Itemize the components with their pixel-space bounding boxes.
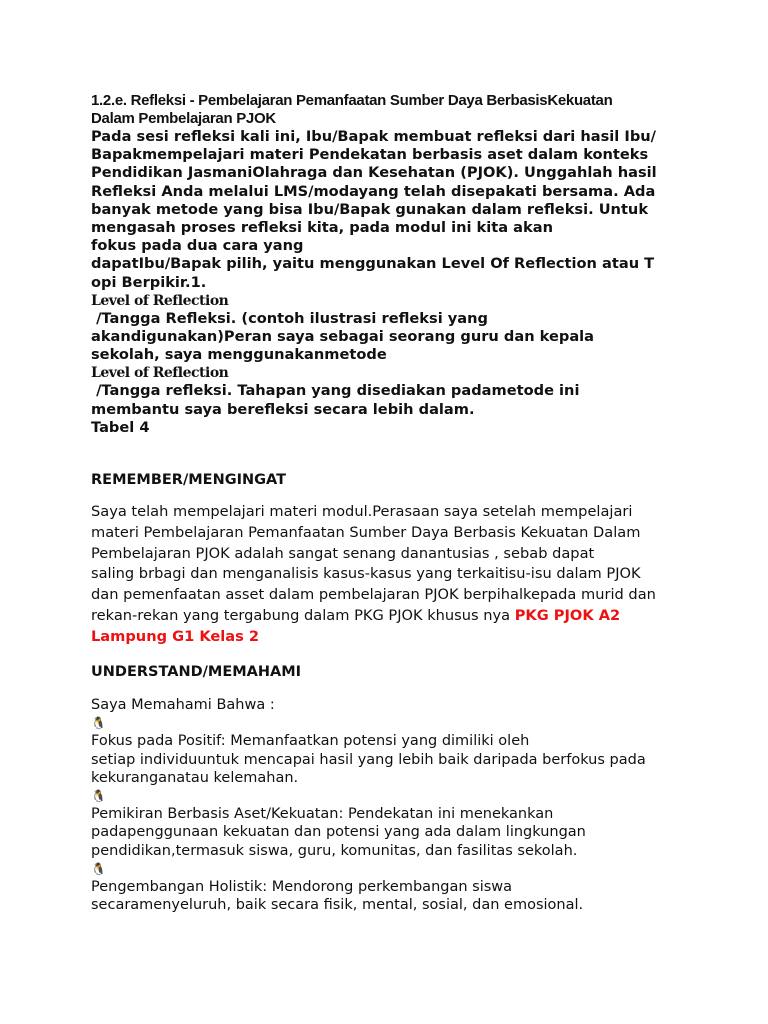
point-line: kekuranganatau kelemahan. [91, 769, 299, 786]
point-line: Fokus pada Positif: Memanfaatkan potensi yang dimiliki oleh [91, 733, 530, 750]
remember-line: Pembelajaran PJOK adalah sangat senang danantusias , sebab dapat [91, 544, 595, 562]
reflection-line: /Tangga Refleksi. (contoh ilustrasi refleksi yang [91, 309, 488, 327]
remember-heading: REMEMBER/MENGINGAT [91, 472, 287, 488]
reflection-line: membantu saya berefleksi secara lebih dalam. [91, 400, 475, 418]
point-line: padapenggunaan kekuatan dan potensi yang ada dalam lingkungan [91, 824, 586, 841]
title-line: Dalam Pembelajaran PJOK [91, 110, 276, 127]
remember-line: saling brbagi dan menganalisis kasus-kasus yang terkaitisu-isu dalam PJOK [91, 565, 641, 583]
point-line: setiap individuuntuk mencapai hasil yang lebih baik daripada berfokus pada [91, 751, 646, 768]
point-line: pendidikan,termasuk siswa, guru, komunitas, dan fasilitas sekolah. [91, 842, 578, 859]
group-highlight: Lampung G1 Kelas 2 [91, 627, 260, 645]
page-title [91, 92, 681, 128]
point-line: secaramenyeluruh, baik secara fisik, mental, sosial, dan emosional. [91, 897, 584, 914]
intro-line: dapatIbu/Bapak pilih, yaitu menggunakan Level Of Reflection atau T [91, 255, 655, 273]
intro-line: opi Berpikir.1. [91, 273, 207, 291]
point-line: Pengembangan Holistik: Mendorong perkembangan siswa [91, 879, 513, 896]
title-line: 1.2.e. Refleksi - Pembelajaran Pemanfaatan Sumber Daya BerbasisKekuatan [91, 92, 613, 109]
remember-last-text: rekan-rekan yang tergabung dalam PKG PJOK khusus nya [91, 606, 515, 624]
intro-line: Pada sesi refleksi kali ini, Ibu/Bapak membuat refleksi dari hasil Ibu/ [91, 128, 656, 145]
reflection-line: /Tangga refleksi. Tahapan yang disediakan padametode ini [91, 382, 580, 400]
understand-list [91, 696, 691, 914]
group-highlight: PKG PJOK A2 [514, 606, 621, 624]
remember-line: Saya telah mempelajari materi modul.Perasaan saya setelah mempelajari [91, 503, 633, 520]
understand-lead: Saya Memahami Bahwa : [91, 697, 275, 713]
remember-paragraph [91, 502, 691, 648]
remember-line: materi Pembelajaran Pemanfaatan Sumber Daya Berbasis Kekuatan Dalam [91, 523, 641, 541]
intro-line: Bapakmempelajari materi Pendekatan berbasis aset dalam konteks [91, 146, 649, 164]
penguin-icon: 🐧 [91, 789, 106, 804]
remember-line: dan pemenfaatan asset dalam pembelajaran PJOK berpihalkepada murid dan [91, 586, 656, 604]
intro-line: Pendidikan JasmaniOlahraga dan Kesehatan (PJOK). Unggahlah hasil [91, 164, 657, 182]
table-label: Tabel 4 [91, 418, 150, 436]
remember-line [91, 606, 691, 627]
level-of-reflection-heading: Level of Reflection [91, 365, 229, 382]
reflection-line: sekolah, saya menggunakanmetode [91, 346, 387, 364]
understand-heading: UNDERSTAND/MEMAHAMI [91, 664, 302, 680]
reflection-line: akandigunakan)Peran saya sebagai seorang guru dan kepala [91, 328, 595, 346]
intro-line: banyak metode yang bisa Ibu/Bapak gunakan dalam refleksi. Untuk [91, 200, 649, 218]
penguin-icon: 🐧 [91, 861, 106, 876]
intro-line: fokus pada dua cara yang [91, 237, 304, 255]
level-of-reflection-heading: Level of Reflection [91, 292, 229, 309]
point-line: Pemikiran Berbasis Aset/Kekuatan: Pendekatan ini menekankan [91, 806, 554, 823]
intro-line: Refleksi Anda melalui LMS/modayang telah disepakati bersama. Ada [91, 182, 656, 200]
intro-line: mengasah proses refleksi kita, pada modul ini kita akan [91, 219, 553, 237]
penguin-icon: 🐧 [91, 716, 106, 731]
intro-paragraph [91, 128, 681, 437]
